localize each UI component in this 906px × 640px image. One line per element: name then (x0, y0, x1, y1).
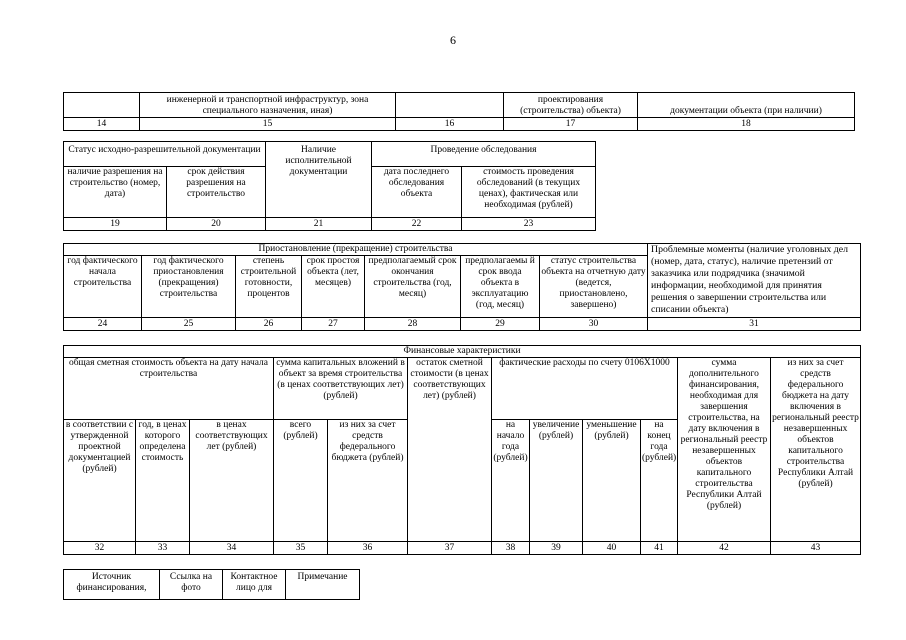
header-permit: наличие разрешения на строительство (номер, дата) (64, 167, 167, 218)
header-cap-total: всего (рублей) (274, 420, 328, 542)
header-year-end: на конец года (рублей) (641, 420, 678, 542)
cell-16-header (396, 93, 504, 118)
col-num: 34 (190, 542, 274, 555)
header-remaining-cost: остаток сметной стоимости (в ценах соответствующих лет) (рублей) (408, 358, 492, 542)
col-num: 21 (266, 218, 372, 231)
header-current-prices: в ценах соответствующих лет (рублей) (190, 420, 274, 542)
header-executive-documentation: Наличие исполнительной документации (266, 142, 372, 218)
group-status-documentation: Статус исходно-разрешительной документации (64, 142, 266, 167)
col-num: 30 (540, 318, 648, 331)
header-survey-cost: стоимость проведения обследований (в текущих ценах), фактическая или необходимая (рублей) (462, 167, 596, 218)
col-num: 19 (64, 218, 167, 231)
header-downtime: срок простоя объекта (лет, месяцев) (302, 256, 365, 318)
col-num: 26 (236, 318, 302, 331)
cell-18-header: документации объекта (при наличии) (638, 93, 855, 118)
header-federal-budget: из них за счет средств федерального бюджета на дату включения в региональный реестр незавершенных объектов капитального строительства Республики Алтай (рублей) (771, 358, 861, 542)
header-suspension-year: год фактического приостановления (прекращения) строительства (142, 256, 236, 318)
header-permit-term: срок действия разрешения на строительство (167, 167, 266, 218)
table-columns-19-23 (63, 141, 596, 231)
col-num: 29 (461, 318, 540, 331)
group-suspension: Приостановление (прекращение) строительства (64, 244, 648, 256)
col-num: 23 (462, 218, 596, 231)
col-num: 22 (372, 218, 462, 231)
group-total-cost: общая сметная стоимость объекта на дату начала строительства (64, 358, 274, 420)
col-num: 17 (504, 118, 638, 131)
col-num: 37 (408, 542, 492, 555)
header-note: Примечание (286, 570, 360, 600)
col-num: 39 (530, 542, 583, 555)
header-year-start: на начало года (рублей) (492, 420, 530, 542)
col-num: 24 (64, 318, 142, 331)
group-capital-investments: сумма капитальных вложений в объект за время строительства (в ценах соответствующих лет) (рублей) (274, 358, 408, 420)
col-num: 35 (274, 542, 328, 555)
header-increase: увеличение (рублей) (530, 420, 583, 542)
table-columns-24-31 (63, 243, 861, 331)
col-num: 16 (396, 118, 504, 131)
col-num: 31 (648, 318, 861, 331)
table-columns-32-43 (63, 345, 861, 555)
table-bottom-partial (63, 569, 360, 600)
header-start-year: год фактического начала строительства (64, 256, 142, 318)
financial-title: Финансовые характеристики (64, 346, 861, 358)
header-cap-federal: из них за счет средств федерального бюджета (рублей) (328, 420, 408, 542)
group-actual-expenses: фактические расходы по счету 0106Х1000 (492, 358, 678, 420)
header-contact-person: Контактное лицо для (223, 570, 286, 600)
col-num: 36 (328, 542, 408, 555)
col-num: 20 (167, 218, 266, 231)
header-completion-term: предполагаемый срок окончания строительства (год, месяц) (365, 256, 461, 318)
page-number: 6 (450, 33, 456, 47)
group-survey: Проведение обследования (372, 142, 596, 167)
col-num: 42 (678, 542, 771, 555)
header-funding-source: Источник финансирования, (64, 570, 160, 600)
col-num: 18 (638, 118, 855, 131)
table-columns-14-18 (63, 92, 855, 131)
header-price-year: год, в ценах которого определена стоимость (136, 420, 190, 542)
col-num: 25 (142, 318, 236, 331)
header-last-survey-date: дата последнего обследования объекта (372, 167, 462, 218)
cell-15-header: инженерной и транспортной инфраструктур, зона специального назначения, иная) (140, 93, 396, 118)
header-decrease: уменьшение (рублей) (583, 420, 641, 542)
col-num: 14 (64, 118, 140, 131)
cell-14-header (64, 93, 140, 118)
col-num: 32 (64, 542, 136, 555)
cell-17-header: проектирования (строительства) объекта) (504, 93, 638, 118)
col-num: 28 (365, 318, 461, 331)
header-additional-financing: сумма дополнительного финансирования, необходимая для завершения строительства, на дату включения в региональный реестр незавершенных объектов капитального строительства Республики Алтай (рублей) (678, 358, 771, 542)
col-num: 33 (136, 542, 190, 555)
header-commissioning-term: предполагаемы й срок ввода объекта в эксплуатацию (год, месяц) (461, 256, 540, 318)
header-photo-link: Ссылка на фото (160, 570, 223, 600)
col-num: 43 (771, 542, 861, 555)
col-num: 41 (641, 542, 678, 555)
col-num: 38 (492, 542, 530, 555)
header-problems: Проблемные моменты (наличие уголовных дел (номер, дата, статус), наличие претензий от заказчика или подрядчика (значимой информации, необходимой для принятия решения о завершении строительства или списании объекта) (648, 244, 861, 318)
col-num: 40 (583, 542, 641, 555)
header-construction-status: статус строительства объекта на отчетную дату (ведется, приостановлено, завершено) (540, 256, 648, 318)
header-project-cost: в соответствии с утвержденной проектной документацией (рублей) (64, 420, 136, 542)
col-num: 27 (302, 318, 365, 331)
header-readiness: степень строительной готовности, процентов (236, 256, 302, 318)
col-num: 15 (140, 118, 396, 131)
